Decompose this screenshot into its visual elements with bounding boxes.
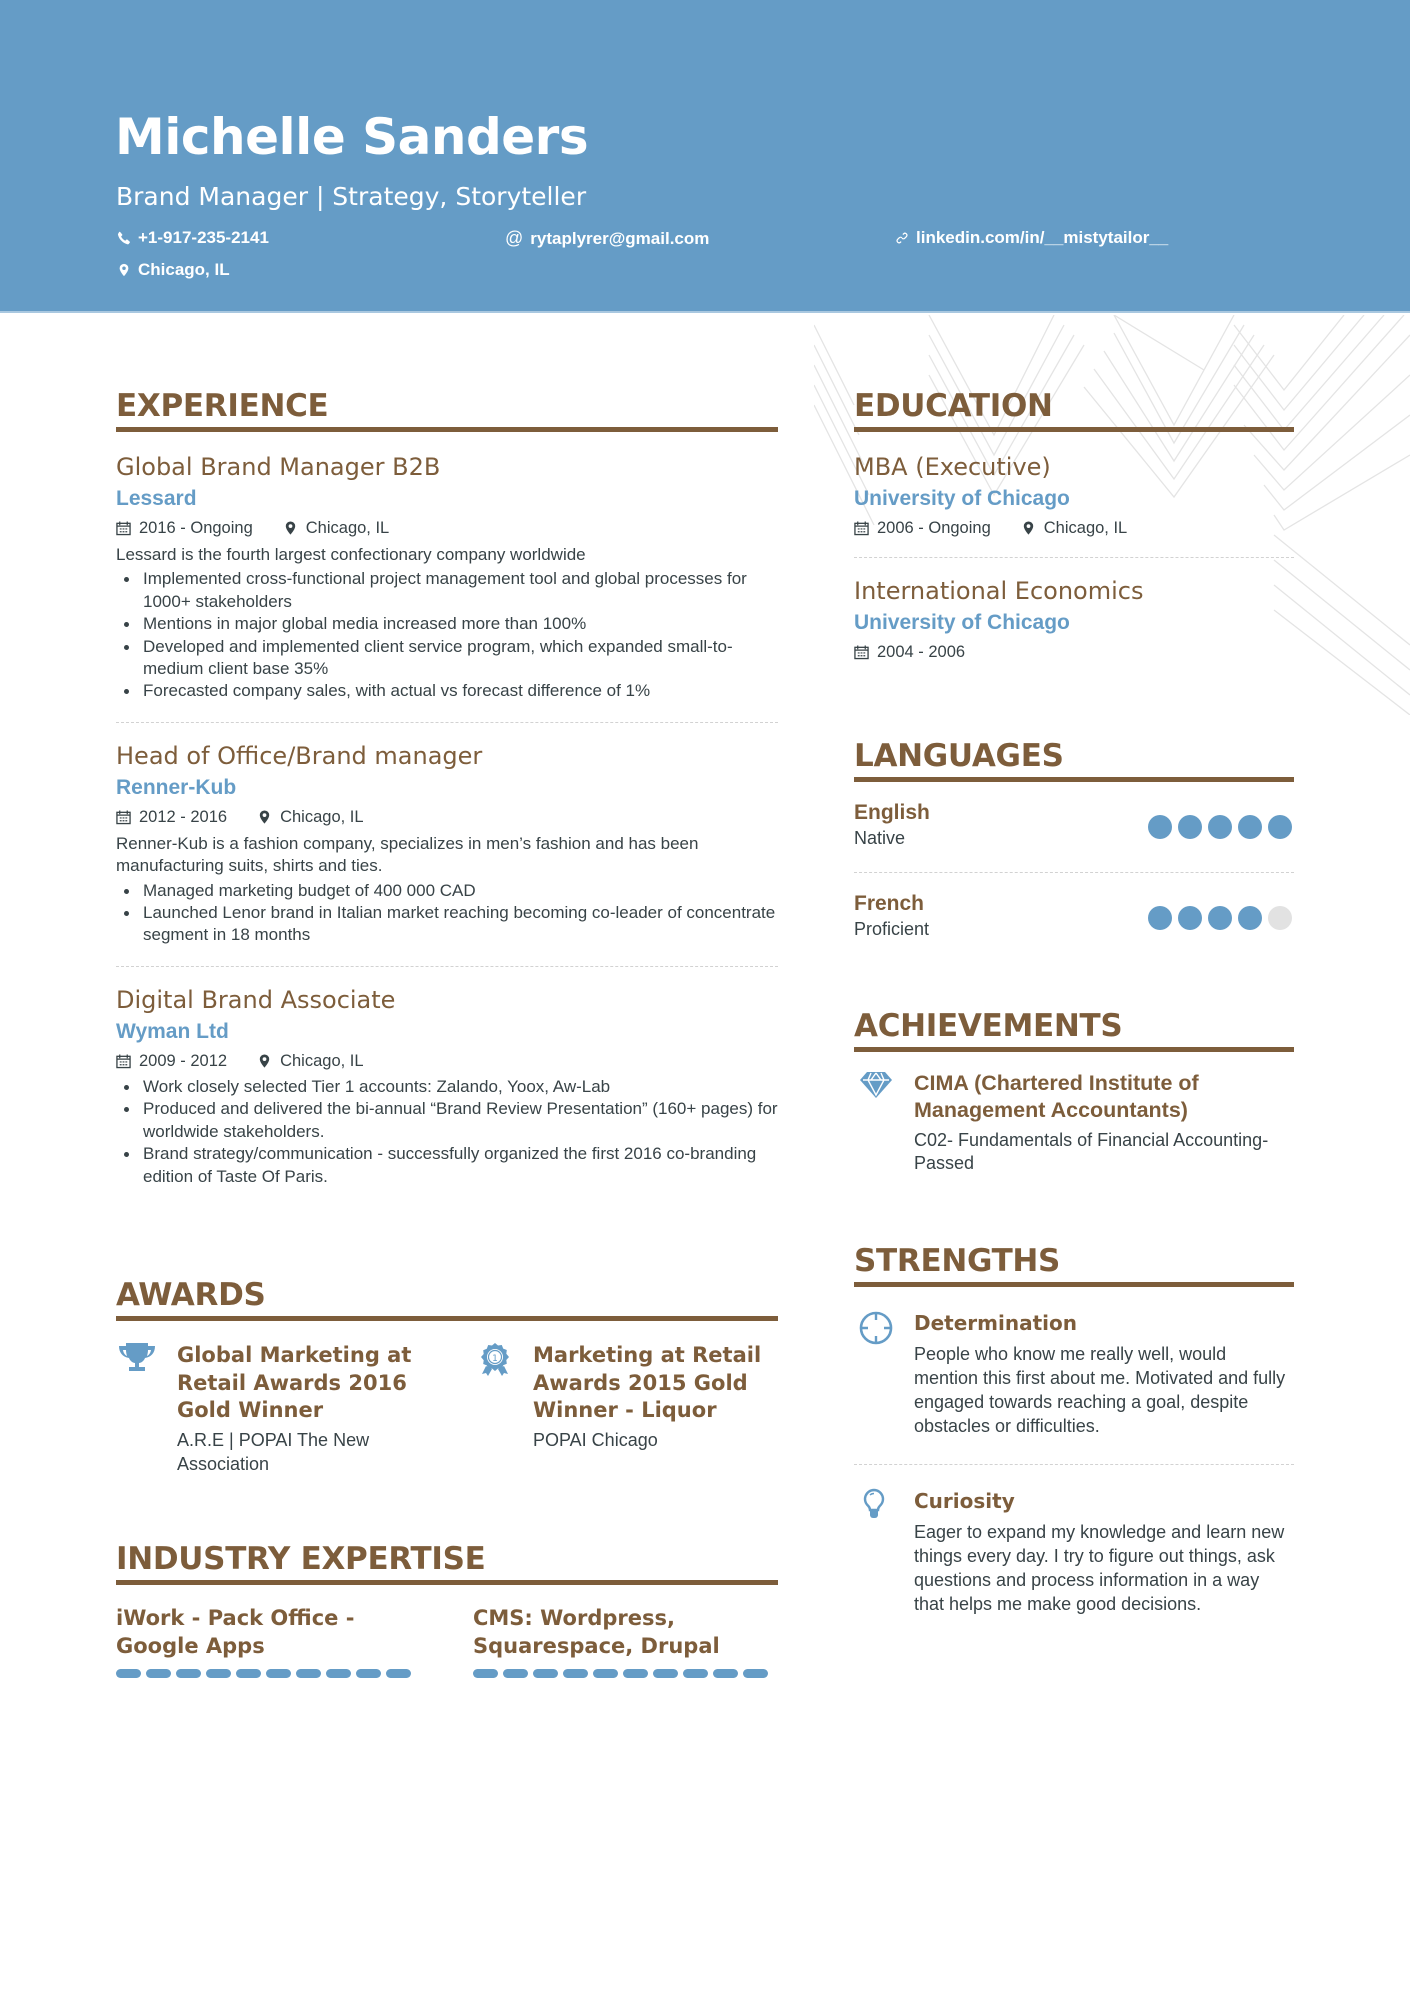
resume-header bbox=[0, 0, 1410, 313]
strength-item bbox=[854, 1488, 1294, 1616]
candidate-name: Michelle Sanders bbox=[115, 108, 589, 166]
svg-text:1: 1 bbox=[492, 1354, 498, 1364]
location-text: Chicago, IL bbox=[138, 260, 230, 279]
award-issuer: POPAI Chicago bbox=[533, 1429, 658, 1450]
job-location: Chicago, IL bbox=[280, 807, 364, 826]
section-rule bbox=[116, 1316, 778, 1321]
expertise-level-bar bbox=[473, 1669, 775, 1678]
language-level: Proficient bbox=[854, 919, 930, 939]
link-icon bbox=[895, 231, 909, 245]
list-item: Work closely selected Tier 1 accounts: Zalando, Yoox, Aw-Lab bbox=[116, 1076, 778, 1098]
list-item: Produced and delivered the bi-annual “Brand Review Presentation” (160+ pages) for worldwide stakeholders. bbox=[116, 1098, 778, 1143]
awards-section bbox=[116, 1277, 778, 1321]
job-location: Chicago, IL bbox=[305, 519, 390, 537]
education-section bbox=[854, 388, 1294, 663]
achievement-description: C02- Fundamentals of Financial Accounting- Passed bbox=[914, 1130, 1269, 1173]
languages-heading: LANGUAGES bbox=[854, 738, 1064, 774]
education-meta bbox=[854, 517, 1294, 539]
section-rule bbox=[854, 1282, 1294, 1287]
job-dates: 2012 - 2016 bbox=[139, 807, 228, 826]
rosette-icon bbox=[480, 1342, 510, 1376]
section-rule bbox=[854, 777, 1294, 782]
achievements-section bbox=[854, 1008, 1294, 1052]
education-dates: 2006 - Ongoing bbox=[877, 519, 991, 537]
job-entry bbox=[116, 452, 778, 703]
language-rating-dots bbox=[1148, 815, 1292, 839]
candidate-headline: Brand Manager | Strategy, Storyteller bbox=[116, 182, 587, 211]
company-name: Renner-Kub bbox=[116, 775, 237, 799]
expertise-item bbox=[116, 1604, 418, 1678]
list-item: Developed and implemented client service program, which expanded small-to-medium client base 35% bbox=[116, 636, 778, 681]
job-meta bbox=[116, 517, 778, 539]
expertise-label: iWork - Pack Office - Google Apps bbox=[116, 1606, 355, 1658]
strength-description: Eager to expand my knowledge and learn new things every day. I try to figure out things, ask questions and process information in a way that helps me make good decisions. bbox=[914, 1522, 1285, 1614]
calendar-icon bbox=[116, 809, 131, 825]
lightbulb-icon bbox=[862, 1488, 886, 1520]
language-rating-dots bbox=[1148, 906, 1292, 930]
school-name: University of Chicago bbox=[854, 611, 1070, 634]
linkedin-text: linkedin.com/in/__mistytailor__ bbox=[916, 228, 1169, 247]
achievement-list bbox=[116, 568, 778, 702]
education-meta bbox=[854, 641, 1294, 663]
degree-title: MBA (Executive) bbox=[854, 453, 1051, 481]
list-item: Brand strategy/communication - successfully organized the first 2016 co-branding edition of Taste Of Paris. bbox=[116, 1143, 778, 1188]
award-issuer: A.R.E | POPAI The New Association bbox=[177, 1429, 370, 1474]
language-level: Native bbox=[854, 828, 906, 848]
education-heading: EDUCATION bbox=[854, 388, 1053, 424]
diamond-icon bbox=[858, 1070, 894, 1100]
divider bbox=[116, 966, 778, 967]
job-meta bbox=[116, 1050, 778, 1072]
language-name: English bbox=[854, 801, 930, 824]
strength-title: Determination bbox=[914, 1311, 1077, 1335]
contact-email[interactable] bbox=[505, 229, 709, 247]
company-description: Lessard is the fourth largest confectionary company worldwide bbox=[116, 545, 586, 564]
achievement-list bbox=[116, 1076, 778, 1188]
calendar-icon bbox=[116, 1053, 131, 1069]
job-title: Global Brand Manager B2B bbox=[116, 453, 441, 481]
crosshair-icon bbox=[858, 1310, 894, 1346]
strength-item bbox=[854, 1310, 1294, 1438]
strengths-section bbox=[854, 1243, 1294, 1287]
divider bbox=[854, 557, 1294, 558]
divider bbox=[854, 872, 1294, 873]
calendar-icon bbox=[854, 520, 869, 536]
map-pin-icon bbox=[257, 1053, 272, 1069]
degree-title: International Economics bbox=[854, 577, 1144, 605]
language-item bbox=[854, 800, 1294, 860]
trophy-icon bbox=[118, 1342, 156, 1372]
contact-linkedin[interactable] bbox=[895, 229, 1168, 246]
job-location: Chicago, IL bbox=[280, 1051, 364, 1070]
languages-section bbox=[854, 738, 1294, 782]
job-dates: 2009 - 2012 bbox=[139, 1051, 228, 1070]
divider bbox=[854, 1464, 1294, 1465]
email-text: rytaplyrer@gmail.com bbox=[530, 228, 710, 248]
language-item bbox=[854, 891, 1294, 951]
job-title: Head of Office/Brand manager bbox=[116, 741, 483, 770]
at-icon: @ bbox=[505, 228, 524, 248]
strength-description: People who know me really well, would mention this first about me. Motivated and fully engaged towards reaching a goal, despite obstacles or difficulties. bbox=[914, 1344, 1286, 1436]
map-pin-icon bbox=[283, 520, 298, 536]
expertise-item bbox=[473, 1604, 775, 1678]
section-rule bbox=[854, 427, 1294, 432]
school-name: University of Chicago bbox=[854, 487, 1070, 510]
job-title: Digital Brand Associate bbox=[116, 985, 396, 1014]
education-entry bbox=[854, 576, 1294, 663]
list-item: Launched Lenor brand in Italian market reaching becoming co-leader of concentrate segment in 18 months bbox=[116, 902, 778, 947]
job-entry bbox=[116, 741, 778, 947]
education-location: Chicago, IL bbox=[1043, 519, 1128, 537]
section-rule bbox=[116, 1580, 778, 1585]
strength-title: Curiosity bbox=[914, 1489, 1015, 1513]
calendar-icon bbox=[854, 644, 869, 660]
map-pin-icon bbox=[117, 263, 131, 277]
language-name: French bbox=[854, 892, 925, 915]
award-item bbox=[118, 1342, 448, 1476]
education-dates: 2004 - 2006 bbox=[877, 643, 966, 661]
list-item: Forecasted company sales, with actual vs forecast difference of 1% bbox=[116, 680, 778, 702]
list-item: Implemented cross-functional project management tool and global processes for 1000+ stakeholders bbox=[116, 568, 778, 613]
list-item: Managed marketing budget of 400 000 CAD bbox=[116, 880, 778, 902]
phone-icon bbox=[117, 231, 131, 245]
list-item: Mentions in major global media increased more than 100% bbox=[116, 613, 778, 635]
expertise-level-bar bbox=[116, 1669, 418, 1678]
industry-expertise-heading: INDUSTRY EXPERTISE bbox=[116, 1541, 486, 1577]
phone-text: +1-917-235-2141 bbox=[138, 228, 269, 247]
company-name: Wyman Ltd bbox=[116, 1019, 229, 1043]
company-description: Renner-Kub is a fashion company, specializes in men’s fashion and has been manufacturing suits, shirts and ties. bbox=[116, 833, 699, 876]
achievement-title: CIMA (Chartered Institute of Management Accountants) bbox=[914, 1071, 1199, 1122]
education-entry bbox=[854, 452, 1294, 539]
calendar-icon bbox=[116, 520, 131, 536]
job-entry bbox=[116, 985, 778, 1188]
map-pin-icon bbox=[257, 809, 272, 825]
awards-heading: AWARDS bbox=[116, 1277, 266, 1313]
map-pin-icon bbox=[1021, 520, 1036, 536]
achievements-heading: ACHIEVEMENTS bbox=[854, 1008, 1123, 1044]
contact-phone[interactable] bbox=[117, 229, 269, 246]
experience-section bbox=[116, 388, 778, 1188]
experience-heading: EXPERIENCE bbox=[116, 388, 329, 424]
company-name: Lessard bbox=[116, 487, 197, 510]
job-meta bbox=[116, 806, 778, 828]
achievement-list bbox=[116, 880, 778, 947]
section-rule bbox=[116, 427, 778, 432]
award-title: Global Marketing at Retail Awards 2016 Gold Winner bbox=[177, 1343, 412, 1422]
job-dates: 2016 - Ongoing bbox=[139, 519, 253, 537]
achievement-item bbox=[854, 1070, 1294, 1175]
contact-location bbox=[117, 261, 230, 278]
divider bbox=[116, 722, 778, 723]
strengths-heading: STRENGTHS bbox=[854, 1243, 1061, 1279]
award-item bbox=[480, 1342, 778, 1452]
expertise-label: CMS: Wordpress, Squarespace, Drupal bbox=[473, 1606, 720, 1658]
award-title: Marketing at Retail Awards 2015 Gold Winner - Liquor bbox=[533, 1343, 762, 1422]
section-rule bbox=[854, 1047, 1294, 1052]
industry-expertise-section bbox=[116, 1541, 778, 1585]
